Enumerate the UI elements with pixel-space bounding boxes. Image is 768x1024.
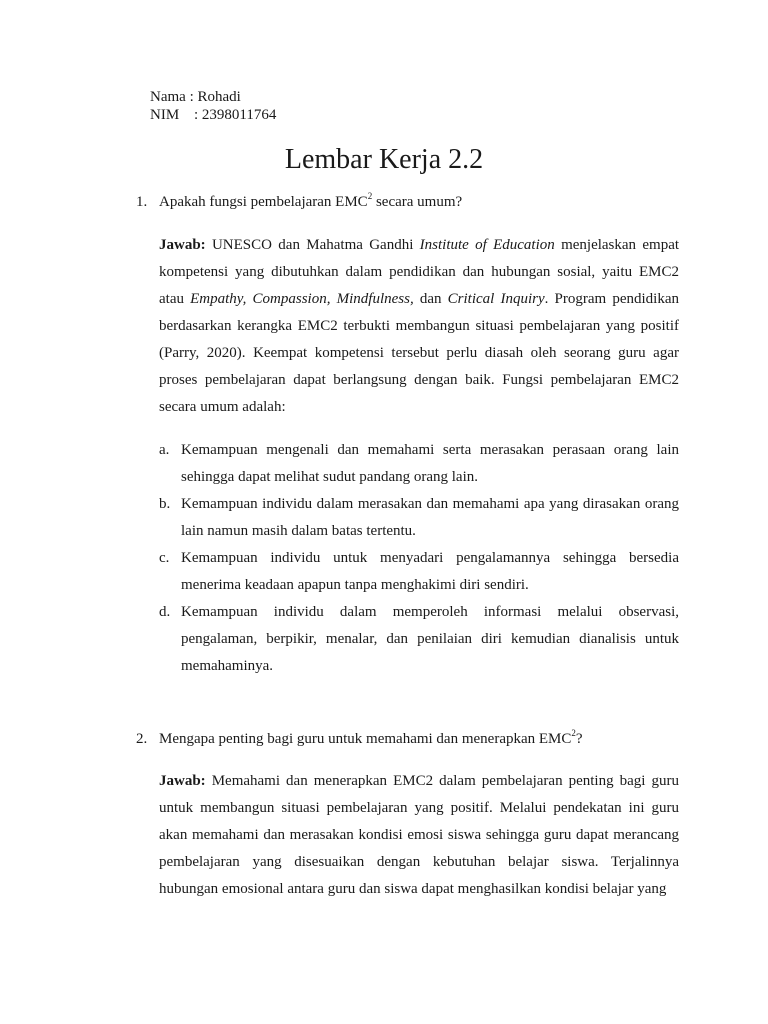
answer-italic: Empathy, Compassion, Mindfulness,	[190, 291, 414, 307]
list-text: Kemampuan mengenali dan memahami serta merasakan perasaan orang lain sehingga dapat melihat sudut pandang orang lain.	[181, 442, 679, 485]
answer-italic: Critical Inquiry	[447, 291, 545, 307]
list-marker: d.	[159, 604, 171, 620]
answer-text: dan	[413, 291, 448, 307]
function-list	[159, 437, 679, 680]
list-marker: b.	[159, 496, 171, 512]
name-value: : Rohadi	[189, 89, 241, 105]
nim-value: : 2398011764	[194, 107, 277, 123]
name-row	[150, 88, 276, 106]
answer-2	[159, 768, 679, 903]
answer-text: . Program pendidikan berdasarkan kerangka EMC2 terbukti membangun situasi pembelajaran yang positif (Parry, 2020). Keempat kompetensi tersebut perlu diasah oleh seorang guru agar proses pembelajaran dapat berlangsung dengan baik. Fungsi pembelajaran EMC2 secara umum adalah:	[159, 291, 680, 415]
nim-row	[150, 106, 276, 124]
nim-label: NIM	[150, 107, 180, 123]
question-text: Apakah fungsi pembelajaran EMC	[159, 194, 368, 210]
answer-1	[159, 232, 679, 421]
list-item	[159, 491, 679, 545]
list-marker: c.	[159, 550, 170, 566]
answer-text: Memahami dan menerapkan EMC2 dalam pembelajaran penting bagi guru untuk membangun situasi pembelajaran yang positif. Melalui pendekatan ini guru akan memahami dan merasakan kondisi emosi siswa sehingga guru dapat merancang pembelajaran yang disesuaikan dengan kebutuhan belajar siswa. Terjalinnya hubungan emosional antara guru dan siswa dapat menghasilkan kondisi belajar yang	[159, 773, 679, 897]
superscript: 2	[367, 191, 373, 201]
list-marker: a.	[159, 442, 170, 458]
answer-text: UNESCO dan Mahatma Gandhi	[205, 237, 420, 253]
question-number: 2.	[136, 731, 148, 747]
student-identity	[150, 88, 276, 124]
question-1	[136, 193, 696, 211]
question-text-end: ?	[575, 731, 583, 747]
question-number: 1.	[136, 194, 148, 210]
answer-text: menjelaskan empat kompetensi yang dibutuhkan dalam pendidikan dan hubungan sosial, yaitu EMC2 atau	[159, 237, 680, 307]
answer-lead: Jawab:	[159, 237, 206, 253]
superscript: 2	[571, 728, 576, 738]
list-text: Kemampuan individu untuk menyadari pengalamannya sehingga bersedia menerima keadaan apapun tanpa menghakimi diri sendiri.	[181, 550, 679, 593]
list-text: Kemampuan individu dalam merasakan dan memahami apa yang dirasakan orang lain namun masih dalam batas tertentu.	[181, 496, 679, 539]
list-item	[159, 545, 679, 599]
page-title: Lembar Kerja 2.2	[284, 144, 484, 175]
list-item	[159, 599, 679, 680]
list-item	[159, 437, 679, 491]
answer-italic: Institute of Education	[419, 237, 555, 253]
name-label: Nama	[150, 89, 186, 105]
question-text: Mengapa penting bagi guru untuk memahami dan menerapkan EMC	[159, 731, 572, 747]
question-text-end: secara umum?	[372, 194, 463, 210]
list-text: Kemampuan individu dalam memperoleh informasi melalui observasi, pengalaman, berpikir, menalar, dan penilaian diri kemudian dianalisis untuk memahaminya.	[181, 604, 679, 674]
question-2	[136, 730, 696, 748]
answer-lead: Jawab:	[159, 773, 206, 789]
